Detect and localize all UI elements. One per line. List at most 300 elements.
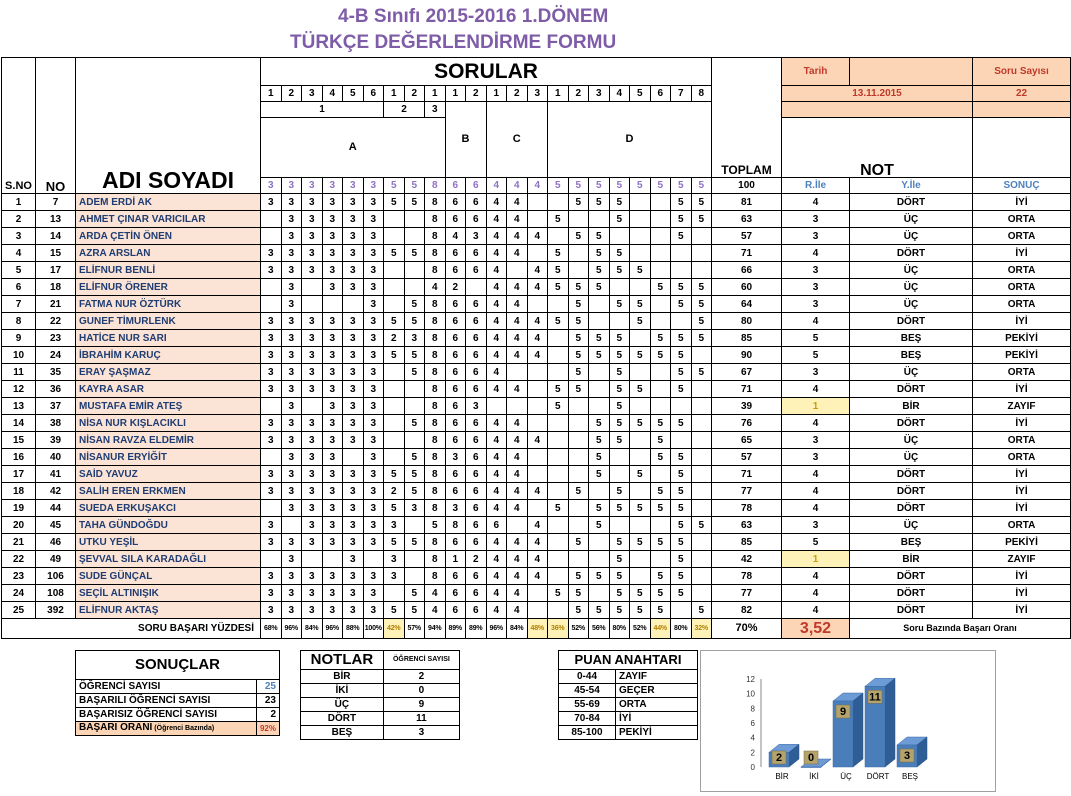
score-cell — [527, 194, 548, 211]
score-cell — [384, 364, 405, 381]
score-cell — [650, 245, 671, 262]
student-sno: 22 — [2, 551, 36, 568]
student-no: 37 — [36, 398, 76, 415]
table-row — [559, 698, 698, 712]
score-cell: 6 — [445, 432, 466, 449]
score-cell — [609, 517, 630, 534]
score-cell: 3 — [363, 568, 384, 585]
score-cell: 3 — [281, 398, 302, 415]
score-cell — [691, 483, 712, 500]
score-cell — [527, 602, 548, 619]
average-label: Soru Bazında Başarı Oranı — [850, 619, 1071, 639]
not-blank — [782, 102, 973, 118]
score-cell: 8 — [425, 245, 446, 262]
score-cell: 5 — [568, 381, 589, 398]
score-cell: 5 — [404, 466, 425, 483]
student-no: 40 — [36, 449, 76, 466]
score-cell: 3 — [261, 262, 282, 279]
student-no: 392 — [36, 602, 76, 619]
question-points: 5 — [568, 178, 589, 194]
score-cell — [363, 551, 384, 568]
score-cell: 4 — [486, 602, 507, 619]
score-cell: 3 — [302, 347, 323, 364]
score-cell: 3 — [363, 381, 384, 398]
question-number: 1 — [425, 86, 446, 102]
score-cell: 5 — [671, 585, 692, 602]
table-row — [2, 262, 1071, 279]
question-success-percent: 52% — [568, 619, 589, 639]
score-cell: 3 — [322, 602, 343, 619]
grade-count: 9 — [383, 698, 459, 712]
results-label: BAŞARISIZ ÖĞRENCİ SAYISI — [76, 708, 257, 722]
score-cell: 3 — [343, 398, 364, 415]
score-cell: 3 — [302, 585, 323, 602]
score-cell: 4 — [507, 585, 528, 602]
score-cell: 5 — [548, 279, 569, 296]
question-number: 1 — [384, 86, 405, 102]
score-cell: 5 — [671, 347, 692, 364]
score-cell: 6 — [466, 194, 487, 211]
score-cell: 5 — [548, 381, 569, 398]
score-cell — [630, 279, 651, 296]
footer-label: SORU BAŞARI YÜZDESİ — [2, 619, 261, 639]
table-row — [559, 651, 698, 670]
grade-word: DÖRT — [850, 245, 973, 262]
score-cell: 6 — [445, 415, 466, 432]
score-cell: 3 — [363, 602, 384, 619]
student-name: SAİD YAVUZ — [76, 466, 261, 483]
score-cell: 3 — [281, 313, 302, 330]
score-cell: 8 — [425, 500, 446, 517]
score-cell: 4 — [425, 602, 446, 619]
table-row — [2, 432, 1071, 449]
table-row — [2, 313, 1071, 330]
score-cell: 3 — [261, 585, 282, 602]
score-cell: 3 — [281, 466, 302, 483]
score-cell: 3 — [261, 517, 282, 534]
score-cell: 3 — [261, 313, 282, 330]
score-cell: 4 — [527, 517, 548, 534]
grade-word: DÖRT — [850, 194, 973, 211]
student-sno: 5 — [2, 262, 36, 279]
score-cell — [261, 398, 282, 415]
result: İYİ — [973, 602, 1071, 619]
score-cell: 3 — [302, 449, 323, 466]
score-cell — [527, 585, 548, 602]
question-number: 4 — [322, 86, 343, 102]
score-cell: 6 — [466, 347, 487, 364]
score-cell: 4 — [507, 449, 528, 466]
results-label: ÖĞRENCİ SAYISI — [76, 680, 257, 694]
score-cell: 5 — [589, 262, 610, 279]
score-cell: 5 — [609, 568, 630, 585]
score-cell — [568, 262, 589, 279]
score-cell: 6 — [466, 245, 487, 262]
score-cell — [507, 398, 528, 415]
question-number: 6 — [650, 86, 671, 102]
grade-word: DÖRT — [850, 585, 973, 602]
student-total: 57 — [712, 449, 782, 466]
question-number: 1 — [548, 86, 569, 102]
score-cell: 3 — [261, 483, 282, 500]
score-grade: ORTA — [616, 698, 698, 712]
data-label: 11 — [869, 691, 881, 704]
score-cell — [322, 296, 343, 313]
student-total: 85 — [712, 534, 782, 551]
score-cell: 3 — [363, 432, 384, 449]
grades-title: NOTLAR — [301, 651, 384, 670]
name-header: ADI SOYADI — [76, 58, 261, 194]
score-cell: 8 — [425, 534, 446, 551]
grade-number: 3 — [782, 432, 850, 449]
score-cell: 5 — [671, 415, 692, 432]
score-cell — [589, 313, 610, 330]
student-name: ELİFNUR AKTAŞ — [76, 602, 261, 619]
grade-word: ÜÇ — [850, 449, 973, 466]
table-row — [2, 228, 1071, 245]
score-cell: 5 — [650, 483, 671, 500]
student-no: 106 — [36, 568, 76, 585]
no-header: NO — [36, 58, 76, 194]
score-cell: 6 — [445, 585, 466, 602]
score-cell: 4 — [507, 432, 528, 449]
y-tick-label: 12 — [746, 675, 755, 684]
score-cell: 3 — [363, 398, 384, 415]
score-cell: 3 — [322, 432, 343, 449]
score-cell: 3 — [384, 551, 405, 568]
score-cell: 3 — [322, 228, 343, 245]
score-cell: 5 — [589, 602, 610, 619]
score-cell: 4 — [507, 602, 528, 619]
grade-number: 4 — [782, 602, 850, 619]
score-cell: 3 — [322, 364, 343, 381]
score-cell — [568, 449, 589, 466]
score-cell: 4 — [486, 466, 507, 483]
grade-word: ÜÇ — [850, 517, 973, 534]
score-cell: 1 — [445, 551, 466, 568]
grade-word: ÜÇ — [850, 228, 973, 245]
score-cell: 5 — [568, 568, 589, 585]
score-cell — [691, 245, 712, 262]
question-success-percent: 80% — [609, 619, 630, 639]
score-cell: 5 — [404, 602, 425, 619]
question-points: 6 — [445, 178, 466, 194]
score-cell — [650, 381, 671, 398]
score-cell: 4 — [507, 534, 528, 551]
grade-number: 3 — [782, 211, 850, 228]
score-cell — [671, 313, 692, 330]
score-cell: 6 — [466, 313, 487, 330]
student-sno: 4 — [2, 245, 36, 262]
score-cell: 6 — [466, 262, 487, 279]
score-range: 0-44 — [559, 670, 616, 684]
x-tick-label: ÜÇ — [840, 772, 852, 781]
question-points: 5 — [548, 178, 569, 194]
score-cell: 5 — [404, 449, 425, 466]
results-table — [75, 650, 280, 736]
score-cell: 8 — [425, 347, 446, 364]
score-cell — [261, 500, 282, 517]
student-name: UTKU YEŞİL — [76, 534, 261, 551]
score-cell: 3 — [261, 364, 282, 381]
score-cell: 8 — [425, 568, 446, 585]
student-name: NİSAN RAVZA ELDEMİR — [76, 432, 261, 449]
grade-word: ÜÇ — [850, 279, 973, 296]
grade-word: DÖRT — [850, 500, 973, 517]
score-cell: 5 — [671, 449, 692, 466]
score-cell: 3 — [261, 381, 282, 398]
score-cell — [568, 245, 589, 262]
grade-word: ÜÇ — [850, 432, 973, 449]
question-points: 4 — [527, 178, 548, 194]
question-points: 3 — [302, 178, 323, 194]
grade-count: 11 — [383, 712, 459, 726]
score-cell: 3 — [343, 534, 364, 551]
student-total: 63 — [712, 211, 782, 228]
score-cell: 3 — [261, 602, 282, 619]
student-name: ERAY ŞAŞMAZ — [76, 364, 261, 381]
table-row — [2, 381, 1071, 398]
score-cell — [527, 398, 548, 415]
student-total: 63 — [712, 517, 782, 534]
table-row — [301, 670, 460, 684]
score-cell: 6 — [445, 347, 466, 364]
score-cell: 5 — [630, 500, 651, 517]
score-cell: 8 — [425, 296, 446, 313]
score-cell — [343, 296, 364, 313]
grade-word: DÖRT — [850, 381, 973, 398]
score-cell: 3 — [302, 211, 323, 228]
student-name: GUNEF TİMURLENK — [76, 313, 261, 330]
student-sno: 3 — [2, 228, 36, 245]
grade-label: BEŞ — [301, 726, 384, 740]
date-value: 13.11.2015 — [782, 86, 973, 102]
score-cell: 6 — [466, 500, 487, 517]
result: İYİ — [973, 194, 1071, 211]
score-cell: 3 — [445, 449, 466, 466]
score-cell: 4 — [425, 279, 446, 296]
score-cell: 3 — [363, 347, 384, 364]
score-cell — [691, 415, 712, 432]
results-label: BAŞARILI ÖĞRENCİ SAYISI — [76, 694, 257, 708]
score-cell: 5 — [589, 279, 610, 296]
score-cell: 3 — [363, 194, 384, 211]
success-rate-sub: (Öğrenci Bazında) — [152, 725, 215, 732]
score-cell — [404, 398, 425, 415]
score-cell — [548, 347, 569, 364]
grade-label: DÖRT — [301, 712, 384, 726]
score-cell — [650, 398, 671, 415]
grade-distribution-chart — [700, 650, 996, 792]
score-cell — [261, 279, 282, 296]
group-label: C — [512, 133, 521, 145]
result: İYİ — [973, 466, 1071, 483]
score-cell: 5 — [609, 245, 630, 262]
score-cell: 5 — [548, 398, 569, 415]
score-cell: 5 — [671, 381, 692, 398]
table-row — [2, 296, 1071, 313]
table-row — [2, 58, 1071, 86]
grade-count: 3 — [383, 726, 459, 740]
score-cell — [589, 534, 610, 551]
score-cell: 4 — [507, 228, 528, 245]
score-cell: 3 — [322, 381, 343, 398]
score-cell: 3 — [363, 228, 384, 245]
result: İYİ — [973, 500, 1071, 517]
score-cell: 5 — [609, 534, 630, 551]
score-cell: 6 — [466, 432, 487, 449]
score-cell: 5 — [630, 415, 651, 432]
score-cell: 3 — [261, 347, 282, 364]
question-count-value: 22 — [973, 86, 1071, 102]
score-cell: 4 — [527, 347, 548, 364]
score-cell — [671, 398, 692, 415]
table-row — [301, 651, 460, 670]
x-tick-label: BEŞ — [901, 772, 919, 781]
score-cell: 5 — [650, 500, 671, 517]
student-sno: 15 — [2, 432, 36, 449]
student-no: 36 — [36, 381, 76, 398]
score-cell: 6 — [466, 296, 487, 313]
score-cell: 3 — [343, 279, 364, 296]
score-cell: 4 — [445, 228, 466, 245]
score-cell: 4 — [527, 551, 548, 568]
y-tick-label: 10 — [746, 689, 755, 699]
score-cell: 6 — [466, 602, 487, 619]
question-points: 5 — [671, 178, 692, 194]
student-no: 44 — [36, 500, 76, 517]
student-no: 35 — [36, 364, 76, 381]
results-title: SONUÇLAR — [76, 651, 280, 680]
question-success-percent: 68% — [261, 619, 282, 639]
table-row — [2, 211, 1071, 228]
score-cell: 5 — [630, 602, 651, 619]
score-cell: 4 — [507, 296, 528, 313]
score-cell — [404, 517, 425, 534]
table-row — [76, 694, 280, 708]
score-cell — [650, 466, 671, 483]
question-points: 5 — [630, 178, 651, 194]
score-cell: 6 — [466, 415, 487, 432]
score-cell — [527, 211, 548, 228]
score-cell: 5 — [650, 568, 671, 585]
score-cell: 5 — [691, 517, 712, 534]
result: İYİ — [973, 313, 1071, 330]
group-b-area — [445, 102, 486, 178]
score-cell: 3 — [281, 551, 302, 568]
question-success-percent: 94% — [425, 619, 446, 639]
grade-number: 5 — [782, 534, 850, 551]
score-cell: 5 — [609, 262, 630, 279]
grades-sub: ÖĞRENCİ SAYISI — [383, 651, 459, 670]
score-cell: 6 — [445, 568, 466, 585]
score-cell: 3 — [363, 534, 384, 551]
student-no: 42 — [36, 483, 76, 500]
score-cell — [589, 381, 610, 398]
question-success-percent: 96% — [322, 619, 343, 639]
score-cell: 8 — [425, 262, 446, 279]
score-cell: 3 — [302, 602, 323, 619]
question-points: 5 — [650, 178, 671, 194]
score-cell: 3 — [281, 364, 302, 381]
table-row — [76, 680, 280, 694]
question-number: 7 — [671, 86, 692, 102]
score-cell: 5 — [589, 347, 610, 364]
table-row — [76, 722, 280, 736]
score-cell — [691, 500, 712, 517]
score-cell — [548, 415, 569, 432]
score-cell: 5 — [404, 534, 425, 551]
score-cell — [548, 330, 569, 347]
score-cell — [384, 432, 405, 449]
score-cell — [691, 585, 712, 602]
student-total: 39 — [712, 398, 782, 415]
question-success-percent: 89% — [445, 619, 466, 639]
score-cell: 5 — [650, 449, 671, 466]
score-cell: 6 — [466, 568, 487, 585]
score-grade: İYİ — [616, 712, 698, 726]
grade-number: 4 — [782, 415, 850, 432]
score-cell: 5 — [609, 381, 630, 398]
score-cell: 3 — [281, 585, 302, 602]
not-blank — [973, 102, 1071, 118]
table-row — [559, 684, 698, 698]
score-cell: 8 — [425, 211, 446, 228]
grade-number: 3 — [782, 296, 850, 313]
score-cell: 5 — [650, 347, 671, 364]
question-points: 4 — [486, 178, 507, 194]
score-cell: 6 — [445, 483, 466, 500]
score-cell: 5 — [630, 381, 651, 398]
table-row — [2, 551, 1071, 568]
score-cell: 3 — [261, 245, 282, 262]
result: ORTA — [973, 296, 1071, 313]
student-total: 71 — [712, 466, 782, 483]
score-cell: 3 — [343, 602, 364, 619]
score-cell: 3 — [281, 500, 302, 517]
score-cell: 4 — [486, 364, 507, 381]
score-cell: 5 — [691, 296, 712, 313]
student-no: 41 — [36, 466, 76, 483]
question-points: 3 — [281, 178, 302, 194]
table-row — [2, 330, 1071, 347]
score-cell: 3 — [343, 415, 364, 432]
score-cell — [691, 381, 712, 398]
score-cell — [609, 279, 630, 296]
score-cell: 6 — [466, 534, 487, 551]
score-cell: 5 — [609, 500, 630, 517]
date-label: Tarih — [782, 58, 850, 86]
score-cell: 3 — [363, 211, 384, 228]
score-cell: 5 — [589, 194, 610, 211]
score-cell: 5 — [425, 517, 446, 534]
subgroup-label: 1 — [261, 102, 384, 118]
score-cell: 5 — [568, 364, 589, 381]
score-cell: 5 — [404, 364, 425, 381]
x-tick-label: BİR — [775, 772, 789, 781]
score-cell: 3 — [343, 432, 364, 449]
student-total: 90 — [712, 347, 782, 364]
score-cell: 8 — [425, 483, 446, 500]
score-cell: 2 — [445, 279, 466, 296]
grade-word: DÖRT — [850, 568, 973, 585]
score-cell — [343, 449, 364, 466]
score-cell: 6 — [445, 466, 466, 483]
score-cell: 6 — [466, 517, 487, 534]
score-cell: 3 — [384, 568, 405, 585]
table-row — [559, 712, 698, 726]
score-cell — [630, 483, 651, 500]
